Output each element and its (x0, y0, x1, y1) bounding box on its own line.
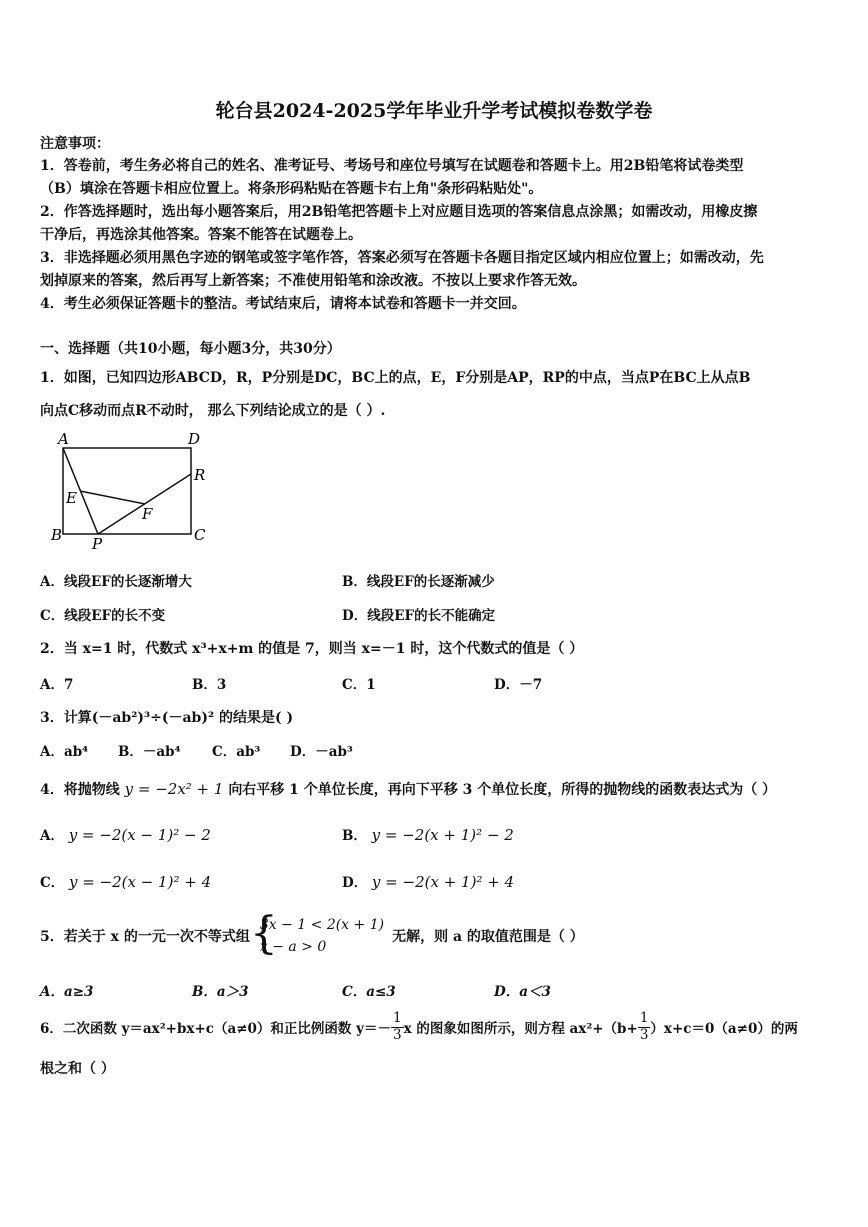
option-d[interactable]: D．线段EF的长不能确定 (342, 608, 496, 624)
question-1-line2: 向点C移动而点R不动时， 那么下列结论成立的是（ ）. (40, 403, 386, 419)
question-1-line1: 1．如图，已知四边形ABCD，R，P分别是DC，BC上的点，E，F分别是AP，RP的中点，当点P在BC上从点B (40, 370, 751, 386)
fraction-numerator: 1 (392, 1010, 402, 1026)
option-a[interactable]: A．线段EF的长逐渐增大 (40, 574, 192, 590)
option-c[interactable]: C．a≤3 (342, 984, 396, 1000)
q5-stem-post: 无解，则 a 的取值范围是（ ） (392, 929, 584, 945)
option-b[interactable]: B．3 (192, 677, 227, 693)
label-p: P (92, 535, 103, 553)
segment-ef (80, 491, 145, 504)
notice-line: 4．考生必须保证答题卡的整洁。考试结束后，请将本试卷和答题卡一并交回。 (40, 296, 526, 312)
option-a[interactable]: A．ab⁴ (40, 744, 89, 760)
q4-stem-pre: 4．将抛物线 (40, 782, 120, 798)
q4-stem-post: 向右平移 1 个单位长度，再向下平移 3 个单位长度，所得的抛物线的函数表达式为（ ） (228, 782, 777, 798)
q6-part2: x 的图象如图所示，则方程 ax²+（b+ (403, 1021, 638, 1037)
q5-stem-pre: 5．若关于 x 的一元一次不等式组 (40, 929, 250, 945)
q4-formula: y = −2x² + 1 (124, 780, 224, 798)
label-e: E (66, 489, 77, 507)
fraction-one-third (638, 1011, 651, 1043)
option-a[interactable] (40, 824, 211, 844)
option-b[interactable] (342, 824, 514, 844)
notice-line: 2．作答选择题时，选出每小题答案后，用2B铅笔把答题卡上对应题目选项的答案信息点涂黑；如需改动，用橡皮擦 (40, 204, 758, 220)
option-formula: y = −2(x + 1)² − 2 (371, 826, 514, 844)
option-b[interactable]: B．a＞3 (192, 984, 249, 1000)
label-f: F (142, 505, 153, 523)
notice-line: 1．答卷前，考生务必将自己的姓名、准考证号、考场号和座位号填写在试题卷和答题卡上。用2B铅笔将试卷类型 (40, 158, 744, 174)
q6-part3: ）x+c＝0（a≠0）的两 (650, 1021, 798, 1037)
label-r: R (194, 466, 206, 484)
option-c[interactable]: C．1 (342, 677, 376, 693)
option-c[interactable]: C．线段EF的长不变 (40, 608, 166, 624)
option-formula: y = −2(x − 1)² + 4 (68, 873, 212, 891)
inequality-2: x − a > 0 (259, 939, 327, 955)
option-c[interactable] (40, 871, 211, 891)
label-d: D (188, 430, 201, 448)
label-c: C (194, 526, 206, 544)
fraction-denominator: 3 (639, 1026, 649, 1043)
notice-line: 干净后，再选涂其他答案。答案不能答在试题卷上。 (40, 227, 362, 243)
inequality-system (249, 908, 385, 959)
option-d[interactable]: D．a＜3 (494, 984, 551, 1000)
option-formula: y = −2(x − 1)² − 2 (68, 826, 211, 844)
question-6-line2: 根之和（ ） (40, 1061, 115, 1077)
option-d[interactable]: D．－7 (494, 677, 543, 693)
option-b[interactable]: B．－ab⁴ (118, 744, 181, 760)
page-title: 轮台县2024-2025学年毕业升学考试模拟卷数学卷 (215, 100, 653, 122)
notice-line: 3．非选择题必须用黑色字迹的钢笔或签字笔作答，答案必须写在答题卡各题目指定区域内相应位置上；如需改动，先 (40, 250, 764, 266)
notice-line: 划掉原来的答案，然后再写上新答案；不准使用铅笔和涂改液。不按以上要求作答无效。 (40, 273, 586, 289)
option-a[interactable]: A．7 (40, 677, 74, 693)
option-label: B． (342, 828, 367, 844)
option-label: C． (40, 875, 65, 891)
geometry-figure (48, 428, 218, 553)
brace-icon: { (249, 908, 278, 959)
option-a[interactable]: A．a≥3 (40, 984, 94, 1000)
question-3-stem: 3．计算(－ab²)³÷(－ab)² 的结果是( ) (40, 710, 294, 726)
label-b: B (51, 526, 63, 544)
section-heading: 一、选择题（共10小题，每小题3分，共30分） (40, 341, 341, 357)
option-d[interactable] (342, 871, 514, 891)
option-formula: y = −2(x + 1)² + 4 (371, 873, 515, 891)
notice-line: （B）填涂在答题卡相应位置上。将条形码粘贴在答题卡右上角"条形码粘贴处"。 (40, 181, 543, 197)
question-5-stem (40, 908, 584, 961)
option-c[interactable]: C．ab³ (212, 744, 261, 760)
fraction-denominator: 3 (392, 1026, 402, 1043)
q6-part1: 6．二次函数 y＝ax²+bx+c（a≠0）和正比例函数 y＝－ (40, 1021, 391, 1037)
option-label: D． (342, 875, 368, 891)
question-6-stem (40, 1010, 798, 1044)
option-b[interactable]: B．线段EF的长逐渐减少 (342, 574, 495, 590)
option-d[interactable]: D．－ab³ (290, 744, 353, 760)
fraction-one-third (391, 1011, 404, 1043)
question-2-stem: 2．当 x=1 时，代数式 x³+x+m 的值是 7，则当 x=－1 时，这个代数式的值是（ ） (40, 641, 584, 657)
fraction-numerator: 1 (639, 1010, 649, 1026)
label-a: A (58, 430, 69, 448)
question-4-stem (40, 779, 776, 799)
inequality-1: 3x − 1 < 2(x + 1) (259, 917, 385, 933)
option-label: A． (40, 828, 64, 844)
notice-heading: 注意事项： (40, 136, 110, 152)
